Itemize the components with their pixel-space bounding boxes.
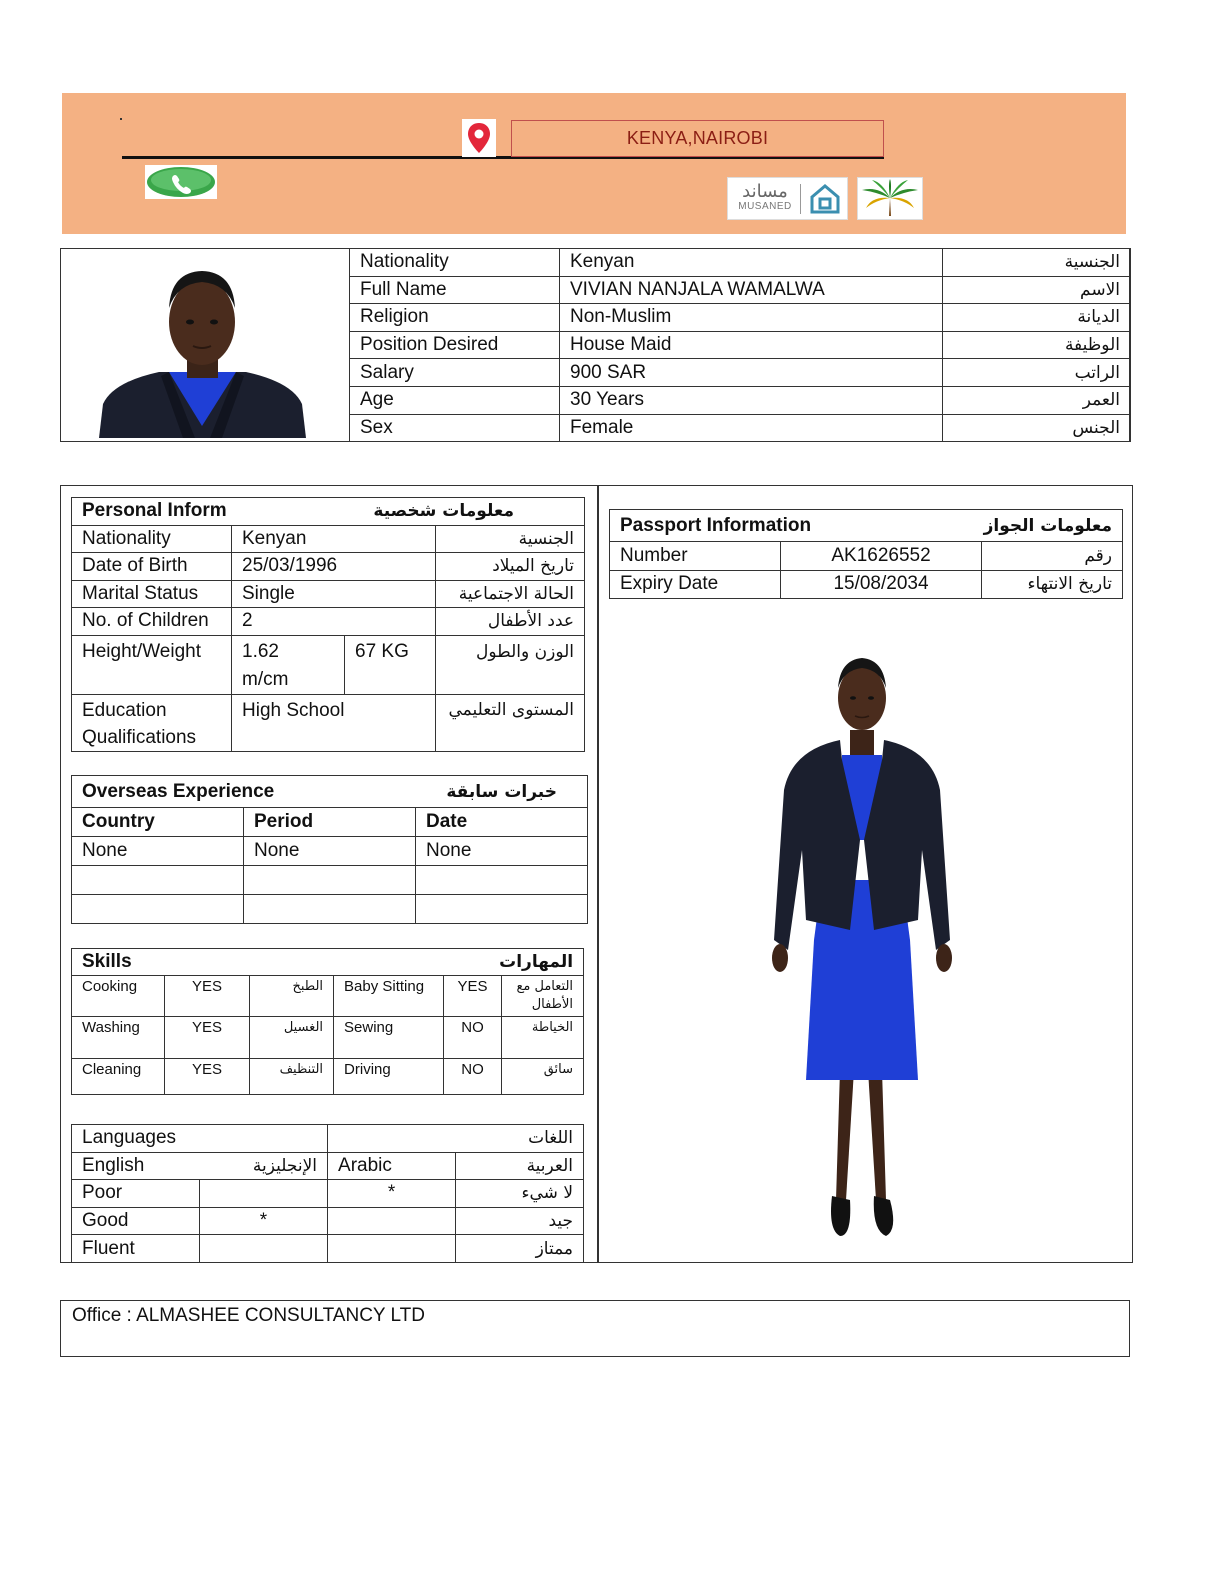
- passport-number-label-ar: رقم: [982, 542, 1123, 571]
- languages-table: [71, 1124, 584, 1263]
- nationality-label-ar: الجنسية: [943, 249, 1131, 277]
- table-row: [72, 608, 585, 636]
- dob-value: 25/03/1996: [232, 553, 436, 581]
- children-value: 2: [232, 608, 436, 636]
- passport-expiry-label: Expiry Date: [610, 570, 781, 599]
- passport-title-ar: معلومات الجواز: [982, 510, 1123, 542]
- level-poor-label: Poor: [72, 1180, 200, 1208]
- salary-label-ar: الراتب: [943, 359, 1131, 387]
- marital-label: Marital Status: [72, 580, 232, 608]
- profile-table: [349, 248, 1131, 442]
- period-header: Period: [244, 808, 416, 837]
- table-row: [72, 1059, 584, 1095]
- position-label-ar: الوظيفة: [943, 331, 1131, 359]
- skill-babysitting-label: Baby Sitting: [334, 976, 444, 1017]
- weight-value: 67 KG: [345, 635, 436, 694]
- table-row: [610, 510, 1123, 542]
- education-value: High School: [232, 694, 436, 751]
- full-body-photo: [762, 640, 962, 1240]
- nationality-label: Nationality: [350, 249, 560, 277]
- level-good-label: Good: [72, 1207, 200, 1235]
- sex-value: Female: [560, 414, 943, 442]
- country-header: Country: [72, 808, 244, 837]
- nationality-label: Nationality: [72, 525, 232, 553]
- skill-driving-label: Driving: [334, 1059, 444, 1095]
- religion-value: Non-Muslim: [560, 304, 943, 332]
- musaned-house-icon: [808, 182, 842, 216]
- skill-washing-label: Washing: [72, 1017, 165, 1059]
- age-label: Age: [350, 386, 560, 414]
- table-row: [72, 776, 588, 808]
- date-cell: None: [416, 837, 588, 866]
- table-row: [350, 331, 1131, 359]
- nationality-value: Kenyan: [560, 249, 943, 277]
- table-row: [72, 498, 585, 526]
- skill-cooking-value: YES: [165, 976, 250, 1017]
- age-label-ar: العمر: [943, 386, 1131, 414]
- date-cell: [416, 866, 588, 895]
- nationality-value: Kenyan: [232, 525, 436, 553]
- skill-sewing-value: NO: [444, 1017, 502, 1059]
- table-row: [72, 837, 588, 866]
- arabic-header: Arabic: [328, 1152, 456, 1180]
- palm-tree-logo: [857, 177, 923, 220]
- marital-label-ar: الحالة الاجتماعية: [436, 580, 585, 608]
- table-row: [72, 866, 588, 895]
- position-value: House Maid: [560, 331, 943, 359]
- education-label-ar: المستوى التعليمي: [436, 694, 585, 751]
- portrait-photo: [99, 266, 306, 438]
- children-label-ar: عدد الأطفال: [436, 608, 585, 636]
- skill-cleaning-label-ar: التنظيف: [250, 1059, 334, 1095]
- level-poor-english: [200, 1180, 328, 1208]
- arabic-header-ar: العربية: [456, 1152, 584, 1180]
- table-row: [72, 1207, 584, 1235]
- table-row: [350, 304, 1131, 332]
- date-header: Date: [416, 808, 588, 837]
- passport-number-label: Number: [610, 542, 781, 571]
- education-label: [72, 694, 232, 751]
- table-row: [72, 808, 588, 837]
- table-row: [72, 949, 584, 976]
- table-row: [72, 1017, 584, 1059]
- date-cell: [416, 895, 588, 924]
- passport-expiry-value: 15/08/2034: [781, 570, 982, 599]
- skill-sewing-label-ar: الخياطة: [502, 1017, 584, 1059]
- level-good-english: *: [200, 1207, 328, 1235]
- level-poor-arabic: *: [328, 1180, 456, 1208]
- location-field: KENYA,NAIROBI: [511, 120, 884, 157]
- table-row: [72, 525, 585, 553]
- table-row: [350, 386, 1131, 414]
- table-row: [72, 1235, 584, 1263]
- level-fluent-label: Fluent: [72, 1235, 200, 1263]
- column-divider: [597, 485, 599, 1263]
- full-name-label: Full Name: [350, 276, 560, 304]
- period-cell: None: [244, 837, 416, 866]
- skill-babysitting-value: YES: [444, 976, 502, 1017]
- height-unit: m/cm: [242, 668, 289, 690]
- country-cell: [72, 895, 244, 924]
- level-fluent-label-ar: ممتاز: [456, 1235, 584, 1263]
- period-cell: [244, 895, 416, 924]
- passport-title: Passport Information: [610, 510, 982, 542]
- skill-cooking-label: Cooking: [72, 976, 165, 1017]
- languages-title: Languages: [72, 1125, 328, 1153]
- passport-expiry-label-ar: تاريخ الانتهاء: [982, 570, 1123, 599]
- overseas-title: Overseas Experience: [72, 776, 416, 808]
- skill-driving-label-ar: سائق: [502, 1059, 584, 1095]
- languages-title-ar: اللغات: [328, 1125, 584, 1153]
- table-row: [72, 694, 585, 751]
- period-cell: [244, 866, 416, 895]
- full-name-label-ar: الاسم: [943, 276, 1131, 304]
- table-row: [350, 414, 1131, 442]
- passport-number-value: AK1626552: [781, 542, 982, 571]
- height-number: 1.62: [242, 640, 279, 662]
- musaned-logo: [727, 177, 848, 220]
- office-field: Office : ALMASHEE CONSULTANCY LTD: [60, 1300, 1130, 1357]
- salary-value: 900 SAR: [560, 359, 943, 387]
- skill-cleaning-value: YES: [165, 1059, 250, 1095]
- table-row: [72, 1152, 584, 1180]
- skill-cleaning-label: Cleaning: [72, 1059, 165, 1095]
- religion-label-ar: الديانة: [943, 304, 1131, 332]
- personal-info-title-ar: معلومات شخصية: [345, 498, 585, 526]
- passport-table: [609, 509, 1123, 599]
- height-weight-label: Height/Weight: [72, 635, 232, 694]
- religion-label: Religion: [350, 304, 560, 332]
- children-label: No. of Children: [72, 608, 232, 636]
- table-row: [350, 276, 1131, 304]
- overseas-title-ar: خبرات سابقة: [416, 776, 588, 808]
- skill-cooking-label-ar: الطبخ: [250, 976, 334, 1017]
- height-value: [232, 635, 345, 694]
- table-row: [72, 1125, 584, 1153]
- level-poor-label-ar: لا شيء: [456, 1180, 584, 1208]
- position-label: Position Desired: [350, 331, 560, 359]
- dob-label: Date of Birth: [72, 553, 232, 581]
- skills-table: [71, 948, 584, 1095]
- sex-label-ar: الجنس: [943, 414, 1131, 442]
- country-cell: None: [72, 837, 244, 866]
- overseas-experience-table: [71, 775, 588, 924]
- level-fluent-arabic: [328, 1235, 456, 1263]
- salary-label: Salary: [350, 359, 560, 387]
- full-name-value: VIVIAN NANJALA WAMALWA: [560, 276, 943, 304]
- dob-label-ar: تاريخ الميلاد: [436, 553, 585, 581]
- table-row: [350, 249, 1131, 277]
- education-label-line1: Education: [82, 699, 167, 721]
- skills-title: Skills: [72, 949, 334, 976]
- sex-label: Sex: [350, 414, 560, 442]
- country-cell: [72, 866, 244, 895]
- level-good-arabic: [328, 1207, 456, 1235]
- nationality-label-ar: الجنسية: [436, 525, 585, 553]
- skill-babysitting-label-ar: التعامل مع الأطفال: [502, 976, 584, 1017]
- personal-info-title: Personal Inform: [72, 498, 345, 526]
- height-weight-label-ar: الوزن والطول: [436, 635, 585, 694]
- english-header-ar: الإنجليزية: [200, 1152, 328, 1180]
- table-row: [350, 359, 1131, 387]
- map-pin-icon: [462, 119, 496, 157]
- musaned-english-text: MUSANED: [738, 201, 792, 212]
- table-row: [72, 976, 584, 1017]
- table-row: [72, 580, 585, 608]
- english-header: English: [72, 1152, 200, 1180]
- table-row: [72, 635, 585, 694]
- table-row: [72, 553, 585, 581]
- age-value: 30 Years: [560, 386, 943, 414]
- skill-driving-value: NO: [444, 1059, 502, 1095]
- table-row: [72, 895, 588, 924]
- marital-value: Single: [232, 580, 436, 608]
- phone-icon: [145, 165, 217, 199]
- skill-sewing-label: Sewing: [334, 1017, 444, 1059]
- skills-title-ar: المهارات: [334, 949, 584, 976]
- level-fluent-english: [200, 1235, 328, 1263]
- table-row: [72, 1180, 584, 1208]
- skill-washing-value: YES: [165, 1017, 250, 1059]
- skill-washing-label-ar: الغسيل: [250, 1017, 334, 1059]
- education-label-line2: Qualifications: [82, 726, 197, 748]
- personal-info-table: [71, 497, 585, 752]
- table-row: [610, 542, 1123, 571]
- level-good-label-ar: جيد: [456, 1207, 584, 1235]
- musaned-arabic-text: مساند: [742, 181, 788, 201]
- header-band: [62, 93, 1126, 234]
- header-dot: [120, 118, 122, 120]
- table-row: [610, 570, 1123, 599]
